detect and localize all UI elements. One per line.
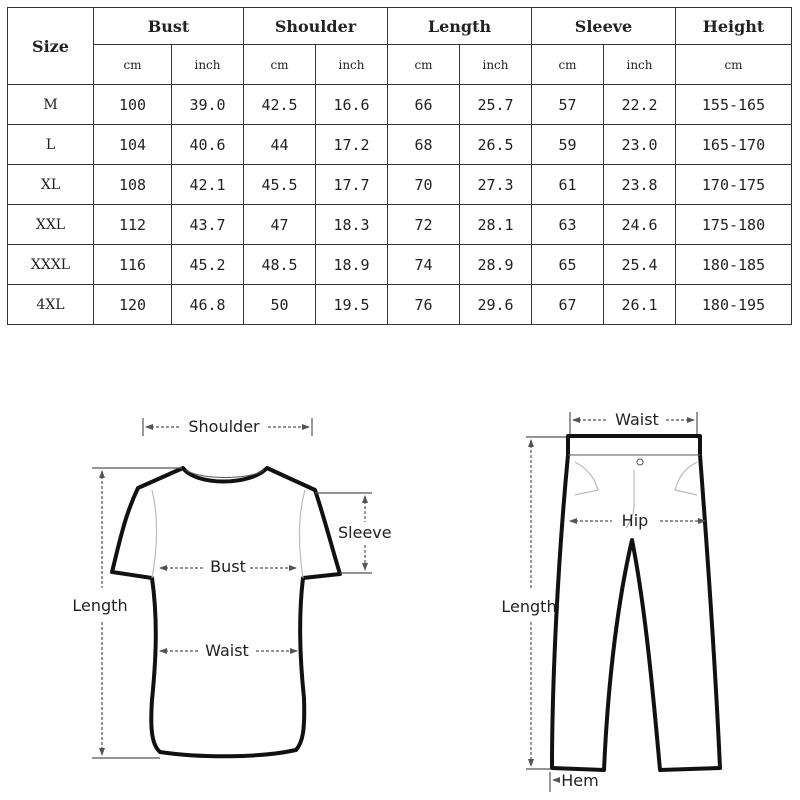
measurement-cell: 28.9 <box>460 245 532 285</box>
unit-header: inch <box>460 45 532 85</box>
size-cell: M <box>8 85 94 125</box>
measurement-cell: 28.1 <box>460 205 532 245</box>
column-header-height: Height <box>676 8 792 45</box>
measurement-cell: 66 <box>388 85 460 125</box>
tshirt-shoulder-label: Shoulder <box>188 417 260 436</box>
measurement-cell: 100 <box>94 85 172 125</box>
measurement-cell: 22.2 <box>604 85 676 125</box>
tshirt-length-label: Length <box>72 596 128 615</box>
measurement-cell: 120 <box>94 285 172 325</box>
measurement-cell: 27.3 <box>460 165 532 205</box>
size-cell: XXXL <box>8 245 94 285</box>
unit-header: inch <box>604 45 676 85</box>
tshirt-seam-left <box>152 490 157 578</box>
measurement-cell: 46.8 <box>172 285 244 325</box>
pants-hem-label: Hem <box>561 771 599 790</box>
unit-header: inch <box>316 45 388 85</box>
measurement-cell: 24.6 <box>604 205 676 245</box>
measurement-cell: 17.2 <box>316 125 388 165</box>
measurement-cell: 39.0 <box>172 85 244 125</box>
measurement-cell: 74 <box>388 245 460 285</box>
tshirt-waist-label: Waist <box>205 641 249 660</box>
tshirt-diagram <box>72 417 391 758</box>
measurement-cell: 19.5 <box>316 285 388 325</box>
measurement-cell: 57 <box>532 85 604 125</box>
measurement-cell: 43.7 <box>172 205 244 245</box>
measurement-cell: 175-180 <box>676 205 792 245</box>
measurement-cell: 26.5 <box>460 125 532 165</box>
measurement-cell: 67 <box>532 285 604 325</box>
measurement-cell: 112 <box>94 205 172 245</box>
unit-header: cm <box>532 45 604 85</box>
measurement-cell: 63 <box>532 205 604 245</box>
unit-header: cm <box>94 45 172 85</box>
measurement-cell: 29.6 <box>460 285 532 325</box>
measurement-cell: 25.7 <box>460 85 532 125</box>
measurement-cell: 170-175 <box>676 165 792 205</box>
size-cell: 4XL <box>8 285 94 325</box>
measurement-cell: 48.5 <box>244 245 316 285</box>
size-cell: XL <box>8 165 94 205</box>
measurement-cell: 180-195 <box>676 285 792 325</box>
measurement-cell: 45.2 <box>172 245 244 285</box>
unit-header: cm <box>388 45 460 85</box>
measurement-cell: 61 <box>532 165 604 205</box>
measurement-cell: 45.5 <box>244 165 316 205</box>
column-header-bust: Bust <box>94 8 244 45</box>
measurement-cell: 65 <box>532 245 604 285</box>
pants-button <box>637 459 643 465</box>
measurement-cell: 76 <box>388 285 460 325</box>
measurement-cell: 42.5 <box>244 85 316 125</box>
measurement-cell: 18.9 <box>316 245 388 285</box>
measurement-cell: 25.4 <box>604 245 676 285</box>
measurement-cell: 104 <box>94 125 172 165</box>
pants-waist-label: Waist <box>615 410 659 429</box>
measurement-cell: 23.8 <box>604 165 676 205</box>
measurement-cell: 68 <box>388 125 460 165</box>
tshirt-outline <box>112 468 340 756</box>
tshirt-bust-label: Bust <box>210 557 246 576</box>
column-header-shoulder: Shoulder <box>244 8 388 45</box>
unit-header: cm <box>244 45 316 85</box>
unit-header: cm <box>676 45 792 85</box>
measurement-cell: 17.7 <box>316 165 388 205</box>
measurement-cell: 18.3 <box>316 205 388 245</box>
measurement-cell: 180-185 <box>676 245 792 285</box>
measurement-cell: 44 <box>244 125 316 165</box>
column-header-length: Length <box>388 8 532 45</box>
pants-outline <box>552 436 720 770</box>
size-column-header: Size <box>8 8 94 85</box>
measurement-cell: 40.6 <box>172 125 244 165</box>
measurement-cell: 23.0 <box>604 125 676 165</box>
size-cell: L <box>8 125 94 165</box>
size-cell: XXL <box>8 205 94 245</box>
measurement-cell: 70 <box>388 165 460 205</box>
measurement-cell: 47 <box>244 205 316 245</box>
measurement-cell: 72 <box>388 205 460 245</box>
measurement-cell: 108 <box>94 165 172 205</box>
measurement-cell: 59 <box>532 125 604 165</box>
column-header-sleeve: Sleeve <box>532 8 676 45</box>
measurement-cell: 26.1 <box>604 285 676 325</box>
measurement-cell: 16.6 <box>316 85 388 125</box>
tshirt-seam-right <box>299 490 305 578</box>
tshirt-sleeve-label: Sleeve <box>338 523 392 542</box>
pants-length-label: Length <box>501 597 557 616</box>
pants-pocket-left <box>575 462 598 495</box>
pants-pocket-right <box>675 462 697 495</box>
measurement-cell: 165-170 <box>676 125 792 165</box>
measurement-cell: 155-165 <box>676 85 792 125</box>
pants-hip-label: Hip <box>621 511 649 530</box>
measurement-cell: 116 <box>94 245 172 285</box>
measurement-cell: 42.1 <box>172 165 244 205</box>
unit-header: inch <box>172 45 244 85</box>
pants-diagram <box>501 410 720 792</box>
measurement-cell: 50 <box>244 285 316 325</box>
